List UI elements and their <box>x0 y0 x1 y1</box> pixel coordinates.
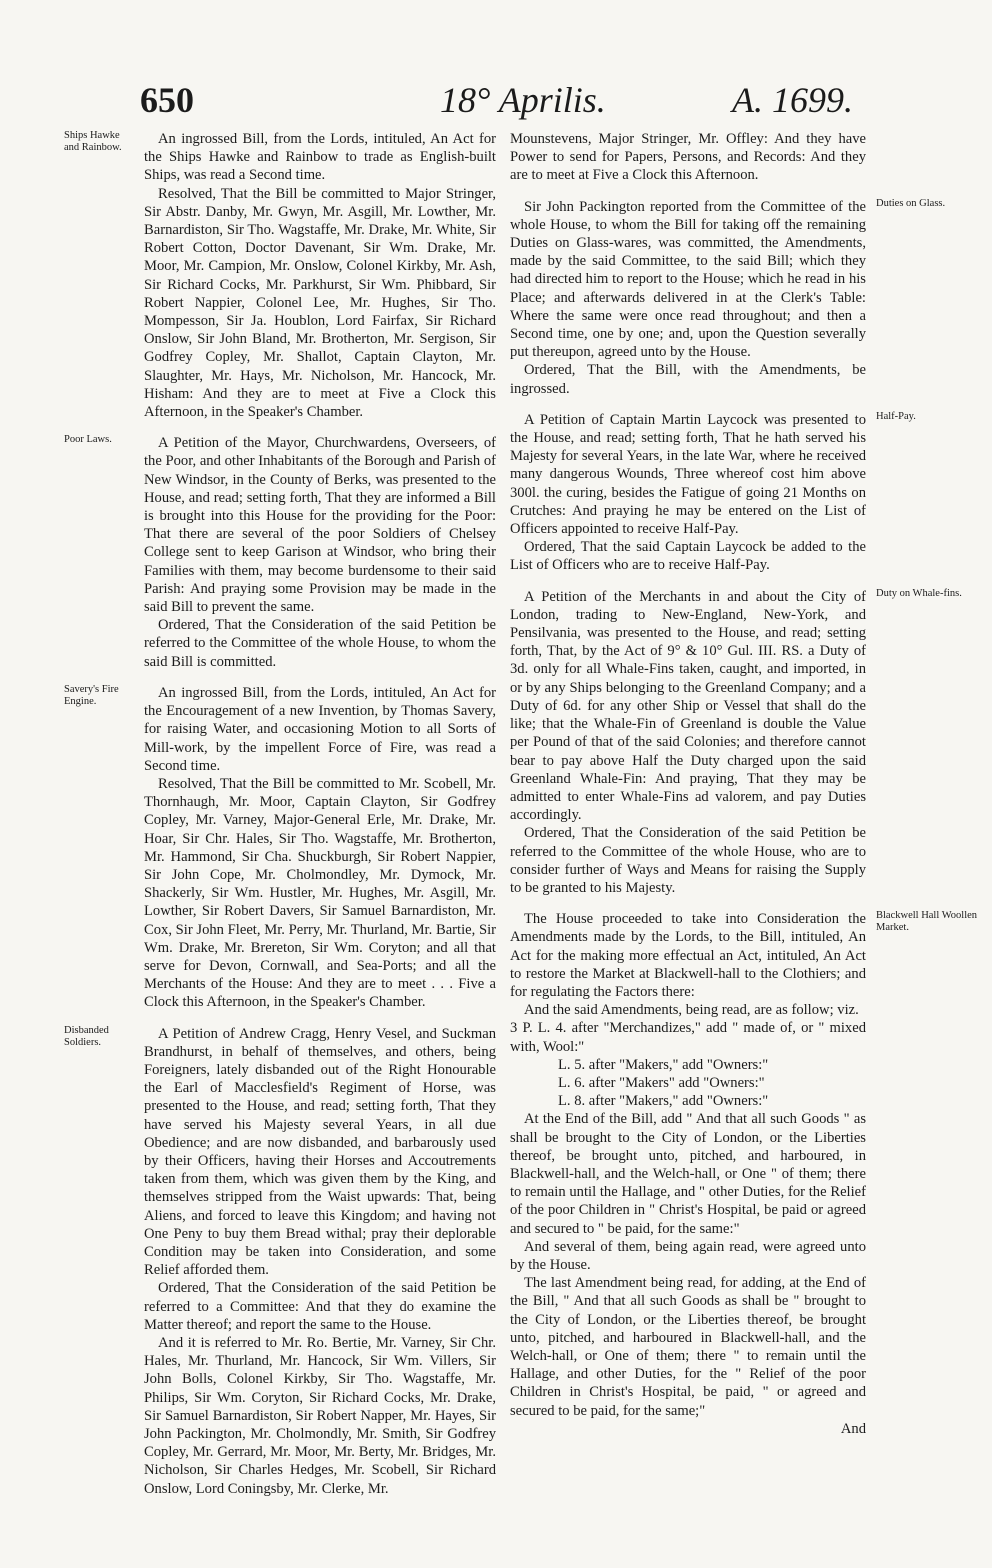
page-header <box>0 78 992 130</box>
paragraph: Ordered, That the Consideration of the said Petition be referred to the Committee of the whole House, to whom the said Bill is committed. <box>144 617 496 670</box>
margin-note: Ships Hawke and Rainbow. <box>64 130 122 153</box>
paragraph: At the End of the Bill, add " And that all such Goods " as shall be brought to the City of London, or the Liberties thereof, be brought unto, pitched, and harboured, in Blackwell-hall, and the Welch-hall, or One " of them; there to remain until the Hallage, and " other Duties, for the Relief of the poor Children in " Christ's Hospital, be paid or agreed and secured to " be paid, for the same:" <box>510 1111 866 1237</box>
right-column <box>510 130 978 1438</box>
paragraph: Sir John Packington reported from the Committee of the whole House, to whom the Bill for taking off the remaining Duties on Glass-wares, was committed, the Amendments, made by the said Committee, to the said Bill; which they had directed him to report to the House; which he read in his Place; and afterwards delivered in at the Clerk's Table: Where the same were once read throughout; and then a Second time, one by one; and, upon the Question severally put thereupon, agreed unto by the House. <box>510 198 866 361</box>
amendment-line: L. 5. after "Makers," add "Owners:" <box>558 1056 769 1073</box>
paragraph: And several of them, being again read, were agreed unto by the House. <box>510 1238 866 1273</box>
entry-ships-hawke-rainbow <box>64 130 496 421</box>
catchword: And <box>840 1420 866 1437</box>
paragraph: Ordered, That the said Captain Laycock be added to the List of Officers who are to receive Half-Pay. <box>510 539 866 574</box>
paragraph: A Petition of the Merchants in and about the City of London, trading to New-England, New-York, and Pensilvania, was presented to the House, and read; setting forth, That, by the Act of 9° & 10° Gul. III. RS. a Duty of 3d. only for all Whale-Fins taken, caught, and imported, in or by any Ships belonging to the Greenland Company; and a Duty of 6d. for any other Ship or Vessel that shall do the like; that the Whale-Fin of Greenland is double the Value per Pound of that of the said Colonies; and therefore cannot bear to pay above Half the Duty charged upon the said Greenland Whale-Fin: And praying, That they may be admitted to enter Whale-Fins ad valorem, and pay Duties accordingly. <box>510 588 866 824</box>
margin-note: Half-Pay. <box>876 410 916 422</box>
page-number: 650 <box>140 80 194 120</box>
margin-note: Duty on Whale-fins. <box>876 587 962 599</box>
entry-poor-laws <box>64 434 496 671</box>
amendment-line: L. 8. after "Makers," add "Owners:" <box>558 1093 769 1110</box>
paragraph: The last Amendment being read, for adding, at the End of the Bill, " And that all such Goods as shall be " brought to the City of London, or the Liberties thereof, be brought unto, pitched, and harboured in Blackwell-hall, and the Welch-hall, or One of them; there " to remain until the Hallage, and other Duties, for the " Relief of the poor Children in Christ's Hospital, be paid, " or agreed and secured to be paid, for the same;" <box>510 1275 866 1419</box>
paragraph: A Petition of the Mayor, Churchwardens, Overseers, of the Poor, and other Inhabitants of the Borough and Parish of New Windsor, in the County of Berks, was presented to the House, and read; setting forth, That they are informed a Bill is brought into this House for the providing for the Poor: That there are several of the poor Soldiers of Chelsey College sent to keep Garison at Windsor, who bring their Families with them, may become burdensome to their said Parish: And praying some Provision may be made in the said Bill to prevent the same. <box>144 435 496 616</box>
paragraph: Resolved, That the Bill be committed to Major Stringer, Sir Abstr. Danby, Mr. Gwyn, Mr. Asgill, Mr. Lowther, Mr. Barnardiston, Sir Tho. Wagstaffe, Mr. Drake, Mr. White, Sir Robert Cotton, Doctor Davenant, Sir Wm. Drake, Mr. Moor, Mr. Campion, Mr. Onslow, Colonel Kirkby, Mr. Ash, Sir Richard Cocks, Mr. Parkhurst, Sir Wm. Phibbard, Sir Robert Nappier, Colonel Lee, Mr. Hughes, Sir Tho. Mompesson, Sir Ja. Houblon, Lord Fairfax, Sir Richard Onslow, Sir John Bland, Mr. Brotherton, Mr. Sergison, Sir Godfrey Copley, Mr. Shallot, Captain Clayton, Mr. Slaughter, Mr. Hays, Mr. Nicholson, Mr. Hancock, Mr. Hisham: And they are to meet at Five a Clock this Afternoon, in the Speaker's Chamber. <box>144 185 496 421</box>
margin-note: Poor Laws. <box>64 434 112 446</box>
amendment-line: L. 6. after "Makers" add "Owners:" <box>558 1074 765 1091</box>
entry-savery-fire-engine <box>64 683 496 1012</box>
paragraph: Ordered, That the Consideration of the said Petition be referred to a Committee: And that they do examine the Matter thereof; and report the same to the House. <box>144 1280 496 1333</box>
left-column <box>64 130 496 1498</box>
paragraph: The House proceeded to take into Consideration the Amendments made by the Lords, to the Bill, intituled, An Act for the making more effectual an Act, intituled, An Act to restore the Market at Blackwell-hall to the Clothiers; and for regulating the Factors there: <box>510 911 866 1000</box>
page-year: A. 1699. <box>732 80 853 120</box>
entry-continuation <box>510 130 866 185</box>
paragraph: A Petition of Andrew Cragg, Henry Vesel, and Suckman Brandhurst, in behalf of themselves, and others, being Foreigners, lately disbanded out of the Right Honourable the Earl of Macclesfield's Regiment of Horse, was presented to the House, and read; setting forth, That they have served his Majesty several Years, in all due Obedience; and are now disbanded, and barbarously used by their Officers, having their Horses and Accoutrements taken from them, which was given them by the King, and themselves stripped from the Waist upwards: That, being Aliens, and forced to leave this Kingdom; and having not One Peny to buy them Bread withal; pray their deplorable Condition may be taken into Consideration, and some Relief afforded them. <box>144 1025 496 1279</box>
paragraph: Resolved, That the Bill be committed to Mr. Scobell, Mr. Thornhaugh, Mr. Moor, Captain Clayton, Sir Godfrey Copley, Mr. Varney, Major-General Erle, Mr. Drake, Mr. Hoar, Sir Chr. Hales, Sir Tho. Wagstaffe, Mr. Brotherton, Mr. Hammond, Sir Cha. Shuckburgh, Sir Robert Nappier, Sir John Cope, Mr. Cholmondley, Mr. Dymock, Mr. Shackerly, Sir Wm. Hustler, Mr. Hughes, Mr. Asgill, Mr. Lowther, Sir Robert Davers, Sir Samuel Barnardiston, Mr. Cox, Sir John Fleet, Mr. Perry, Mr. Thurland, Mr. Bartie, Sir Wm. Drake, Mr. Brereton, Sir Wm. Coryton; and all that serve for Devon, Cornwall, and Sea-Ports; and all the Merchants of the House: And they are to meet . . . Five a Clock this Afternoon, in the Speaker's Chamber. <box>144 775 496 1011</box>
paragraph: And it is referred to Mr. Ro. Bertie, Mr. Varney, Sir Chr. Hales, Mr. Thurland, Mr. Hancock, Sir Wm. Villers, Sir John Bolls, Colonel Kirkby, Sir Tho. Wagstaffe, Mr. Philips, Sir Wm. Coryton, Sir Richard Cocks, Mr. Drake, Sir Samuel Barnardiston, Sir Robert Napper, Mr. Hayes, Sir John Packington, Mr. Cholmondly, Mr. Smith, Sir Godfrey Copley, Mr. Gerrard, Mr. Moor, Mr. Berty, Mr. Bridges, Mr. Nicholson, Sir Charles Hedges, Mr. Scobell, Sir Richard Onslow, Lord Coningsby, Mr. Clerke, Mr. <box>144 1335 496 1497</box>
entry-duties-on-glass <box>510 197 946 398</box>
paragraph: Mounstevens, Major Stringer, Mr. Offley: And they have Power to send for Papers, Persons, and Records: And they are to meet at Five a Clock this Afternoon. <box>510 131 866 184</box>
entry-half-pay <box>510 410 916 575</box>
entry-duty-on-whale-fins <box>510 587 962 897</box>
paragraph: A Petition of Captain Martin Laycock was presented to the House, and read; setting forth, That he hath served his Majesty for several Years, in the late War, where he received many dangerous Wounds, Three whereof cost him above 300l. the curing, besides the Fatigue of going 21 Months on Crutches: And praying he may be entered on the List of Officers appointed to receive Half-Pay. <box>510 411 866 538</box>
amendment-line: 3 P. L. 4. after "Merchandizes," add " made of, or " mixed with, Wool:" <box>510 1020 866 1055</box>
paragraph: And the said Amendments, being read, are as follow; viz. <box>524 1002 859 1019</box>
paragraph: An ingrossed Bill, from the Lords, intituled, An Act for the Encouragement of a new Invention, by Thomas Savery, for raising Water, and occasioning Motion to all Sorts of Mill-work, by the impellent Force of Fire, was read a Second time. <box>144 684 496 774</box>
entry-disbanded-soldiers <box>64 1024 496 1498</box>
margin-note: Disbanded Soldiers. <box>64 1024 109 1048</box>
margin-note: Savery's Fire Engine. <box>64 683 119 707</box>
paragraph: Ordered, That the Bill, with the Amendments, be ingrossed. <box>510 362 866 397</box>
margin-note: Blackwell Hall Woollen Market. <box>876 910 978 934</box>
page-date: 18° Aprilis. <box>440 80 606 120</box>
paragraph: Ordered, That the Consideration of the said Petition be referred to the Committee of the whole House, who are to consider further of Ways and Means for raising the Supply to be granted to his Majesty. <box>510 825 866 896</box>
entry-blackwell-hall <box>510 910 978 1438</box>
margin-note: Duties on Glass. <box>876 197 946 209</box>
paragraph: An ingrossed Bill, from the Lords, intituled, An Act for the Ships Hawke and Rainbow to trade as English-built Ships, was read a Second time. <box>144 131 496 184</box>
